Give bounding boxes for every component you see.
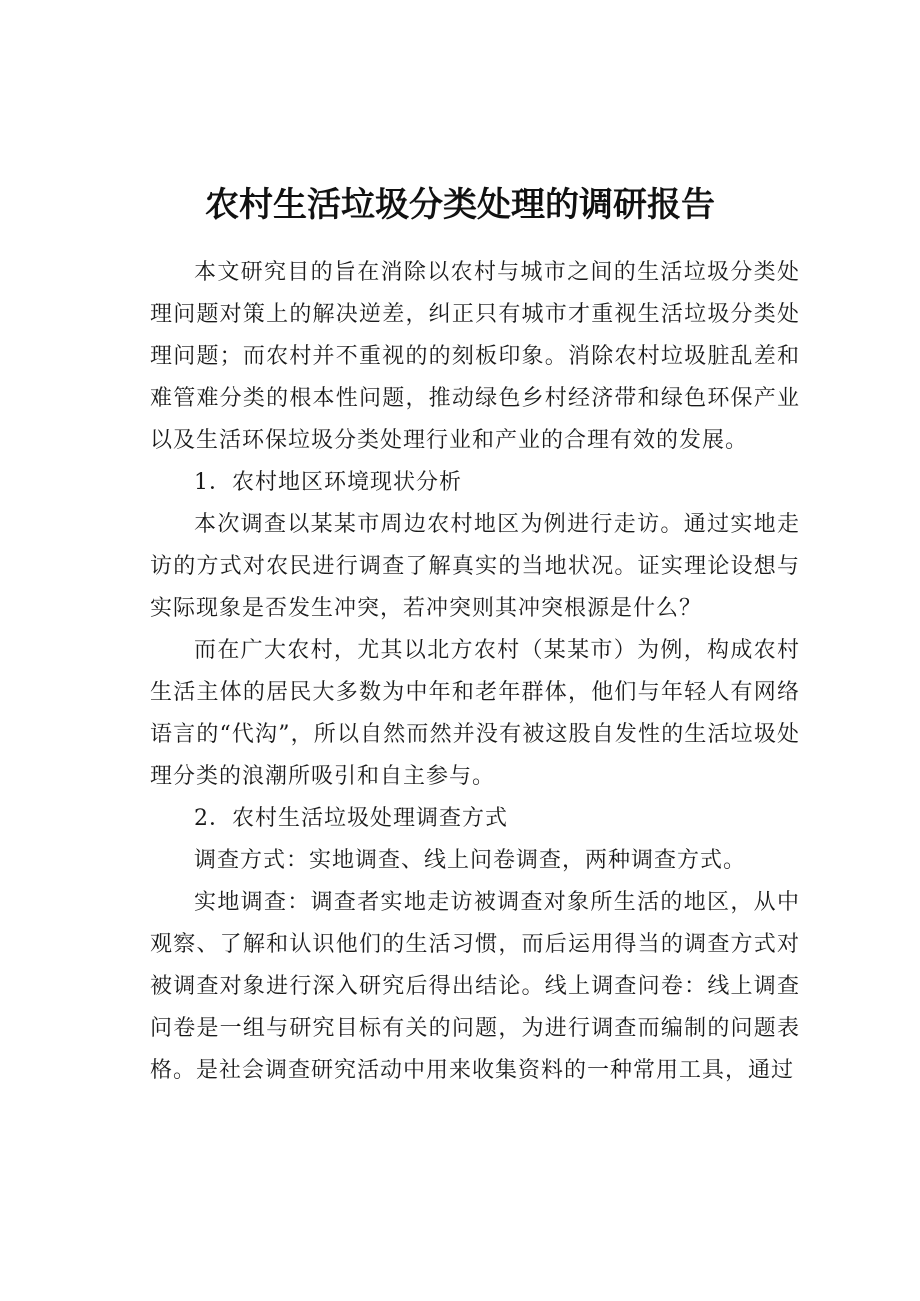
paragraph-rural-residents: 而在广大农村，尤其以北方农村（某某市）为例，构成农村生活主体的居民大多数为中年和老年群体，他们与年轻人有网络语言的“代沟”，所以自然而然并没有被这股自发性的生活垃圾处理分类的浪潮所吸引和自主参与。 [150, 638, 800, 789]
paragraph-survey-methods: 调查方式：实地调查、线上问卷调查，两种调查方式。 [194, 848, 747, 873]
paragraph-survey-scope: 本次调查以某某市周边农村地区为例进行走访。通过实地走访的方式对农民进行调查了解真实的当地状况。证实理论设想与实际现象是否发生冲突，若冲突则其冲突根源是什么？ [150, 512, 800, 621]
document-body [150, 252, 800, 1092]
section-heading-2: 2．农村生活垃圾处理调查方式 [194, 806, 508, 831]
section-heading-1: 1．农村地区环境现状分析 [194, 470, 462, 495]
document-title: 农村生活垃圾分类处理的调研报告 [205, 184, 715, 225]
paragraph-purpose: 本文研究目的旨在消除以农村与城市之间的生活垃圾分类处理问题对策上的解决逆差，纠正只有城市才重视生活垃圾分类处理问题；而农村并不重视的的刻板印象。消除农村垃圾脏乱差和难管难分类的根本性问题，推动绿色乡村经济带和绿色环保产业以及生活环保垃圾分类处理行业和产业的合理有效的发展。 [150, 260, 800, 453]
paragraph-field-survey: 实地调查：调查者实地走访被调查对象所生活的地区，从中观察、了解和认识他们的生活习惯，而后运用得当的调查方式对被调查对象进行深入研究后得出结论。线上调查问卷：线上调查问卷是一组与研究目标有关的问题，为进行调查而编制的问题表格。是社会调查研究活动中用来收集资料的一种常用工具，通过 [150, 890, 800, 1083]
